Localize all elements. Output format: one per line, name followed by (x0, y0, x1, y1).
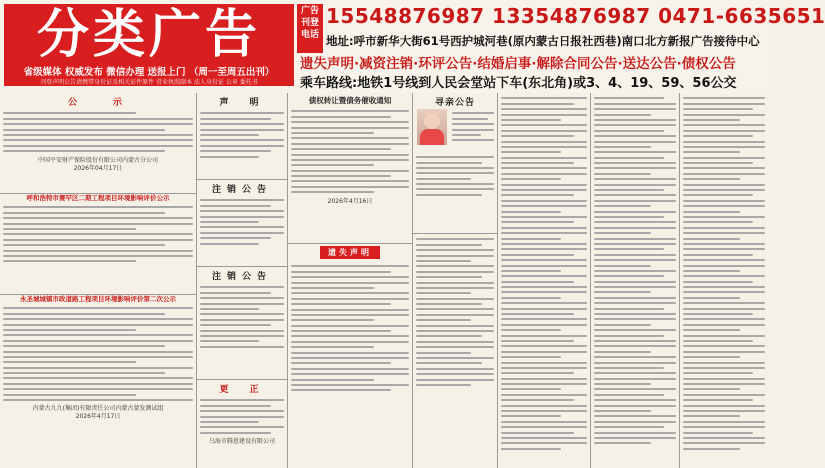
notice-date: 2026年04月17日 (73, 164, 123, 172)
notice-title: 债权转让暨债务催收通知 (308, 96, 392, 105)
child-photo (417, 109, 447, 145)
brand-block (4, 4, 294, 86)
notice-box (288, 93, 412, 244)
page-title: 分类广告 (36, 4, 261, 65)
phone-numbers: 15548876987 13354876987 0471-6635651 (326, 4, 825, 28)
notice-box (197, 380, 287, 468)
notice-box (197, 267, 287, 380)
notice-box (0, 295, 196, 468)
phone-tag-line: 电话 (300, 30, 319, 40)
notice-box (413, 234, 497, 468)
phone-tag (297, 4, 323, 53)
notice-signature: 乌海市腾恩建设有限公司 (208, 438, 275, 446)
notice-title: 呼和浩特市赛罕区二期工程项目环境影响评价公示 (26, 194, 170, 202)
column-6 (591, 93, 680, 468)
lost-notice-box (288, 244, 412, 468)
column-3 (288, 93, 413, 468)
column-5 (498, 93, 591, 468)
notice-title: 注销公告 (211, 185, 272, 195)
brand-slogan: 省级媒体 权威发布 微信办理 送报上门 （周一至周五出刊） (23, 67, 275, 78)
route-line: 乘车路线:地铁1号线到人民会堂站下车(东北角)或3、4、19、59、56公交 (300, 76, 737, 91)
phone-tag-line: 广告 (300, 6, 319, 16)
notice-title: 声 明 (219, 98, 265, 108)
phone-tag-line: 刊登 (300, 18, 319, 28)
lost-notice-banner: 遗失声明 (320, 246, 380, 259)
notice-signature: 中国平安财产保险股份有限公司内蒙古分公司 (37, 156, 158, 164)
notice-box (197, 180, 287, 267)
notice-title: 公 示 (67, 98, 128, 108)
notice-title: 注销公告 (211, 272, 272, 282)
notice-title: 寻亲公告 (434, 98, 475, 108)
column-1 (0, 93, 197, 468)
notice-date: 2026年4月17日 (75, 413, 121, 421)
classified-header (0, 0, 825, 93)
notice-body (0, 303, 196, 405)
ads-body (0, 93, 768, 468)
notice-title: 更 正 (219, 385, 265, 395)
notice-body (0, 202, 196, 267)
notice-title: 永圣城城镇市政道路工程项目环境影响评价第二次公示 (20, 295, 176, 303)
notice-box (197, 93, 287, 180)
search-relative-box (413, 93, 497, 234)
column-7 (680, 93, 768, 468)
address-line: 地址:呼市新华大街61号西护城河巷(原内蒙古日报社西巷)南口北方新报广告接待中心 (326, 34, 760, 48)
notice-signature: 内蒙古九九(集团)有限责任公司内蒙古蒙发测试组 (32, 405, 164, 413)
notice-body (0, 108, 196, 157)
services-line: 遗失声明·减资注销·环评公告·结婚启事·解除合同公告·送达公告·债权公告 (300, 56, 736, 72)
column-2 (197, 93, 288, 468)
notice-box (0, 93, 196, 194)
notice-box (0, 194, 196, 295)
notice-date: 2026年4月16日 (327, 197, 373, 205)
brand-subline: 刊登声明公告请携带身份证及相关证件原件 营业执照副本 法人身份证 公章 委托书 (40, 79, 258, 86)
column-4 (413, 93, 498, 468)
